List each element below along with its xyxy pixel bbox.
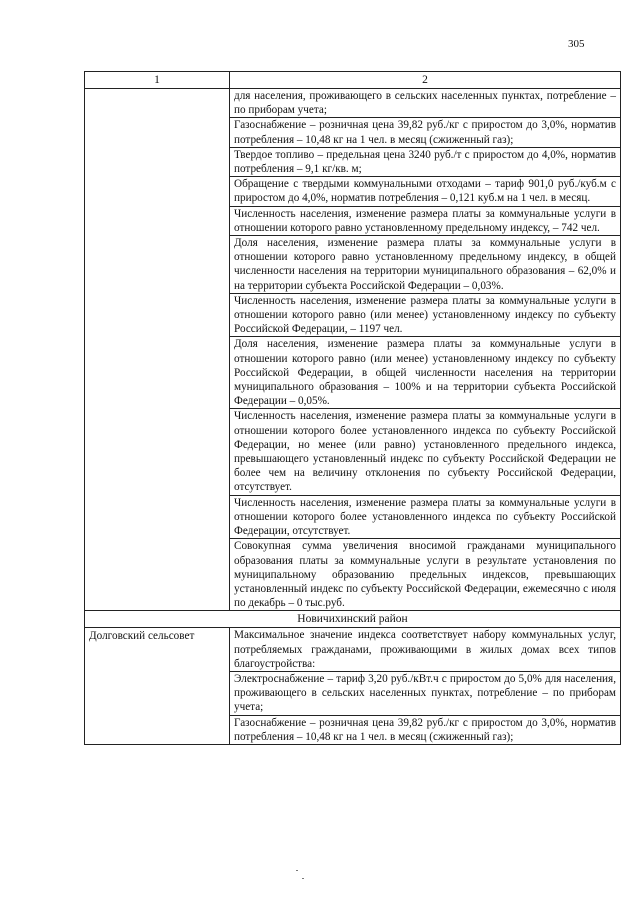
paragraph-solid-waste: Обращение с твердыми коммунальными отходами – тариф 901,0 руб./куб.м с приростом до 4,0%, норматив потребления – 0,121 куб.м на 1 чел. в месяц. — [230, 176, 620, 205]
paragraph-population-above-index: Численность населения, изменение размера платы за коммунальные услуги в отношении которого более установленного индекса по субъекту Российской Федерации, отсутствует. — [230, 495, 620, 539]
paragraph-share-limit-index: Доля населения, изменение размера платы за коммунальные услуги в отношении которого равно установленному предельному индексу, в общей численности населения на территории муниципального образования – 62,0% и на территории субъекта Российской Федерации – 0,03%. — [230, 235, 620, 293]
paragraph-population-limit-index: Численность населения, изменение размера платы за коммунальные услуги в отношении которого равно установленному предельному индексу, – 742 чел. — [230, 206, 620, 235]
paragraph-population-between-indices: Численность населения, изменение размера платы за коммунальные услуги в отношении которого более установленного индекса по субъекту Российской Федерации, но менее (или равно) установленного предельного индекса, превышающего установленный индекс по субъекту Российской Федерации не более чем на величину отклонения по субъекту Российской Федерации, отсутствует. — [230, 408, 620, 494]
paragraph-gas-supply: Газоснабжение – розничная цена 39,82 руб./кг с приростом до 3,0%, норматив потребления – 10,48 кг на 1 чел. в месяц (сжиженный газ); — [230, 117, 620, 146]
table-header-row — [85, 72, 621, 89]
paragraph-gas-supply-2: Газоснабжение – розничная цена 39,82 руб./кг с приростом до 3,0%, норматив потребления – 10,48 кг на 1 чел. в месяц (сжиженный газ); — [230, 715, 620, 744]
scan-speck — [296, 870, 298, 871]
settlement-text-cell — [230, 628, 621, 745]
district-name: Новичихинский район — [85, 611, 621, 628]
paragraph-electricity-tail: для населения, проживающего в сельских населенных пунктах, потребление – по приборам учета; — [234, 90, 616, 117]
table-row-settlement — [85, 628, 621, 745]
empty-settlement-cell — [85, 89, 230, 611]
continued-text-cell — [230, 89, 621, 611]
column-header-1: 1 — [85, 72, 230, 89]
table-row-continued — [85, 89, 621, 611]
paragraph-solid-fuel: Твердое топливо – предельная цена 3240 руб./т с приростом до 4,0%, норматив потребления – 9,1 кг/кв. м; — [230, 147, 620, 176]
document-table — [84, 71, 621, 745]
scan-speck — [302, 878, 304, 879]
settlement-name: Долговский сельсовет — [89, 630, 195, 643]
page-number: 305 — [568, 38, 585, 50]
paragraph-population-regional-index: Численность населения, изменение размера платы за коммунальные услуги в отношении которого равно (или менее) установленному индексу по субъекту Российской Федерации, – 1197 чел. — [230, 293, 620, 337]
paragraph-share-regional-index: Доля населения, изменение размера платы за коммунальные услуги в отношении которого равно (или менее) установленному индексу по субъекту Российской Федерации, в общей численности населения на территории муниципального образования – 100% и на территории субъекта Российской Федерации – 0,05%. — [230, 336, 620, 408]
paragraph-max-index: Максимальное значение индекса соответствует набору коммунальных услуг, потребляемых гражданами, проживающими в жилых домах всех типов благоустройства: — [234, 629, 616, 670]
paragraph-total-increase-sum: Совокупная сумма увеличения вносимой гражданами муниципального образования платы за коммунальные услуги в результате установления по муниципальному образованию предельных индексов, превышающих установленный индекс по субъекту Российской Федерации, ежемесячно с июля по декабрь – 0 тыс.руб. — [230, 538, 620, 610]
district-header-row — [85, 611, 621, 628]
paragraph-electricity: Электроснабжение – тариф 3,20 руб./кВт.ч с приростом до 5,0% для населения, проживающего в сельских населенных пунктах, потребление – по приборам учета; — [230, 671, 620, 715]
column-header-2: 2 — [230, 72, 621, 89]
